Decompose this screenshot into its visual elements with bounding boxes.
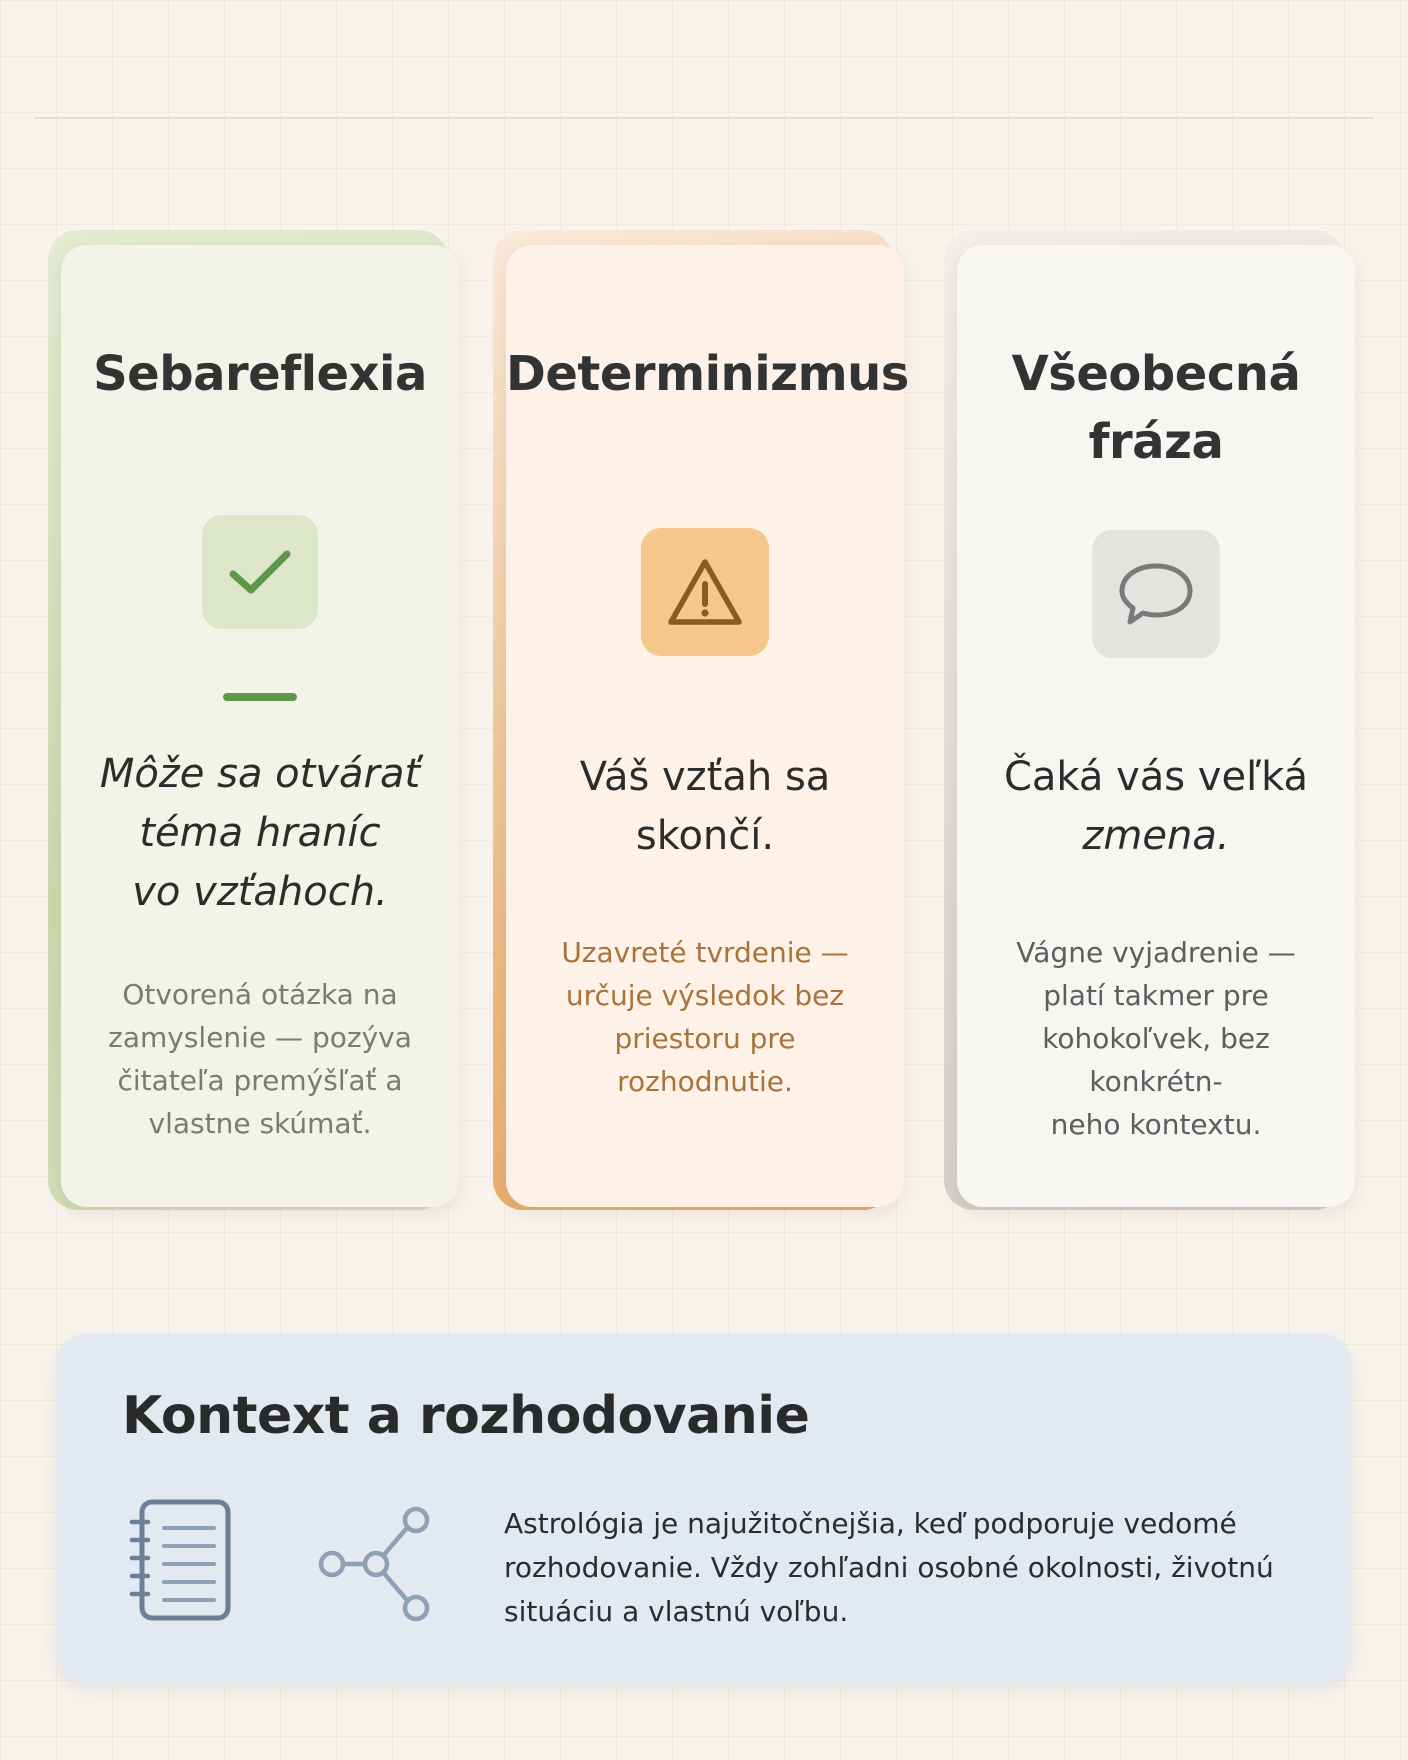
description-line: rozhodnutie. [617, 1065, 793, 1098]
card-statement [522, 748, 888, 866]
description-line: zamyslenie — pozýva [108, 1021, 412, 1054]
card-title: Determinizmus [506, 346, 909, 402]
description-line: kohokoľvek, bez konkrétn- [1042, 1022, 1270, 1098]
card-determinism [493, 230, 909, 1220]
panel-text-line: rozhodovanie. Vždy zohľadni osobné okolnosti, životnú [504, 1551, 1274, 1584]
panel-title: Kontext a rozhodovanie [122, 1386, 810, 1446]
statement-line: Čaká vás veľká [1003, 754, 1309, 800]
card-statement [77, 745, 443, 922]
card-body [506, 245, 909, 1207]
description-line: priestoru pre [614, 1022, 796, 1055]
card-statement [973, 748, 1339, 866]
statement-line: téma hraníc [139, 810, 381, 856]
card-title: Sebareflexia [93, 346, 427, 402]
accent-dash [223, 693, 297, 701]
card-self-reflection [48, 230, 458, 1220]
description-line: platí takmer pre [1043, 979, 1269, 1012]
description-line: určuje výsledok bez [565, 979, 845, 1012]
card-generic-phrase [944, 230, 1354, 1220]
statement-line: zmena. [1082, 813, 1230, 859]
card-description [526, 931, 884, 1103]
check-icon [202, 515, 318, 629]
card-title [957, 340, 1355, 476]
card-description [81, 973, 439, 1145]
title-line: fráza [1088, 414, 1224, 470]
warning-icon [641, 528, 769, 656]
card-body [957, 245, 1355, 1207]
description-line: Vágne vyjadrenie — [1016, 936, 1296, 969]
card-body [61, 245, 459, 1207]
description-line: vlastne skúmať. [148, 1107, 372, 1140]
statement-line: vo vzťahoch. [132, 869, 388, 915]
description-line: Otvorená otázka na [122, 978, 398, 1011]
context-panel [56, 1334, 1352, 1684]
statement-line: Váš vzťah sa [579, 754, 831, 800]
statement-line: Môže sa otvárať [99, 751, 421, 797]
card-description [977, 931, 1335, 1146]
description-line: čitateľa premýšľať a [117, 1064, 403, 1097]
top-divider [34, 117, 1374, 119]
share-nodes-icon [318, 1506, 434, 1627]
panel-text-line: Astrológia je najužitočnejšia, keď podporuje vedomé [504, 1507, 1237, 1540]
statement-line: skončí. [635, 813, 775, 859]
notebook-icon [126, 1498, 236, 1629]
description-line: Uzavreté tvrdenie — [561, 936, 849, 969]
description-line: neho kontextu. [1050, 1108, 1262, 1141]
speech-bubble-icon [1092, 530, 1220, 658]
panel-text [504, 1502, 1324, 1634]
panel-text-line: situáciu a vlastnú voľbu. [504, 1595, 849, 1628]
title-line: Všeobecná [1011, 346, 1301, 402]
